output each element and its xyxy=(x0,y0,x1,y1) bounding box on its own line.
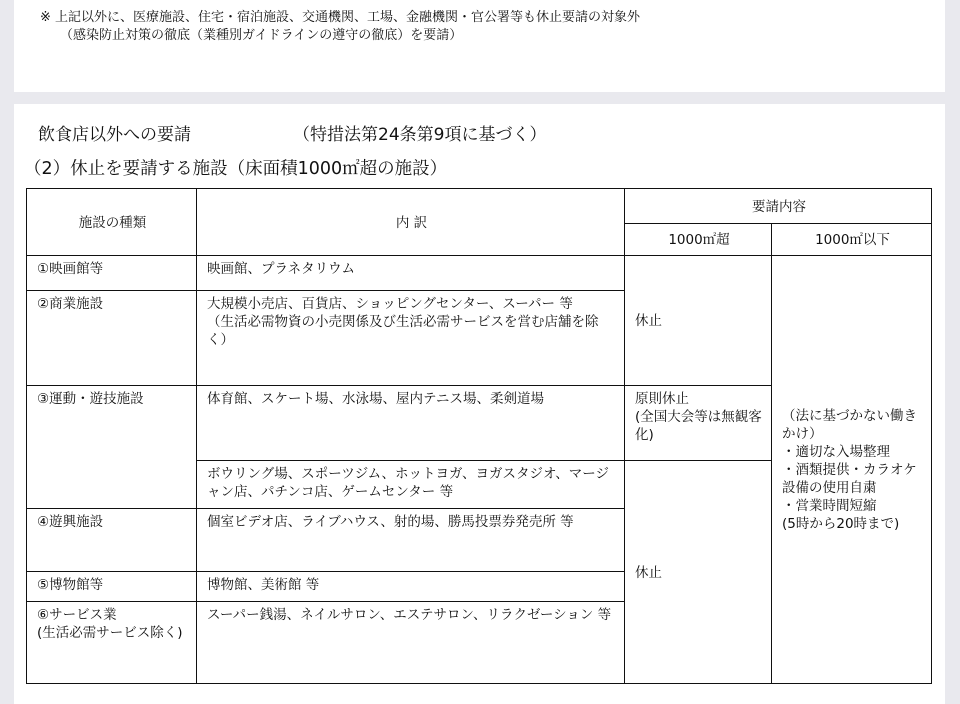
facility-type-cell: ⑤博物館等 xyxy=(27,572,197,602)
table-row xyxy=(27,256,932,291)
facility-detail-cell: スーパー銭湯、ネイルサロン、エステサロン、リラクゼーション 等 xyxy=(197,602,625,684)
under-1000-line: (5時から20時まで) xyxy=(782,516,900,532)
facility-detail-note: （生活必需物資の小売関係及び生活必需サービスを営む店舗を除く） xyxy=(207,314,599,348)
header-under-1000: 1000㎡以下 xyxy=(772,224,932,256)
under-1000-line: ・営業時間短縮 xyxy=(782,498,877,514)
header-request: 要請内容 xyxy=(625,189,932,224)
notice-card xyxy=(14,0,945,92)
over-1000-principle-cell xyxy=(625,386,772,461)
facility-detail-cell: 博物館、美術館 等 xyxy=(197,572,625,602)
facility-detail-cell: ボウリング場、スポーツジム、ホットヨガ、ヨガスタジオ、マージャン店、パチンコ店、ゲームセンター 等 xyxy=(197,461,625,509)
facility-type-cell: ②商業施設 xyxy=(27,291,197,386)
under-1000-line: ・酒類提供・カラオケ設備の使用自粛 xyxy=(782,462,917,496)
facility-type-cell: ③運動・遊技施設 xyxy=(27,386,197,509)
under-1000-request-cell xyxy=(772,256,932,684)
over-1000-closure-cell: 休止 xyxy=(625,256,772,386)
over-1000-closure-cell: 休止 xyxy=(625,461,772,684)
header-facility-type: 施設の種類 xyxy=(27,189,197,256)
exclusion-note-detail: （感染防止対策の徹底（業種別ガイドラインの遵守の徹底）を要請） xyxy=(60,28,463,43)
header-over-1000: 1000㎡超 xyxy=(625,224,772,256)
exclusion-note: ※ 上記以外に、医療施設、住宅・宿泊施設、交通機関、工場、金融機関・官公署等も休止要請の対象外 xyxy=(40,10,641,25)
under-1000-line: ・適切な入場整理 xyxy=(782,444,890,460)
facility-type-cell: ④遊興施設 xyxy=(27,509,197,572)
facility-type-cell xyxy=(27,602,197,684)
request-card xyxy=(14,104,945,704)
facility-type-cell: ①映画館等 xyxy=(27,256,197,291)
section-subtitle: （2）休止を要請する施設（床面積1000㎡超の施設） xyxy=(24,159,448,179)
facility-table xyxy=(26,188,932,684)
facility-detail-cell: 体育館、スケート場、水泳場、屋内テニス場、柔剣道場 xyxy=(197,386,625,461)
principle-closure-note: (全国大会等は無観客化) xyxy=(635,409,762,443)
facility-detail-cell xyxy=(197,291,625,386)
legal-basis: （特措法第24条第9項に基づく） xyxy=(293,125,547,145)
facility-type-note: (生活必需サービス除く) xyxy=(37,625,183,641)
facility-detail-text: 大規模小売店、百貨店、ショッピングセンター、スーパー 等 xyxy=(207,296,573,312)
principle-closure: 原則休止 xyxy=(635,391,689,407)
under-1000-line: （法に基づかない働きかけ） xyxy=(782,408,917,442)
section-title: 飲食店以外への要請 xyxy=(38,125,191,145)
header-detail: 内 訳 xyxy=(197,189,625,256)
facility-detail-cell: 映画館、プラネタリウム xyxy=(197,256,625,291)
facility-detail-cell: 個室ビデオ店、ライブハウス、射的場、勝馬投票券発売所 等 xyxy=(197,509,625,572)
facility-type-text: ⑥サービス業 xyxy=(37,607,117,623)
